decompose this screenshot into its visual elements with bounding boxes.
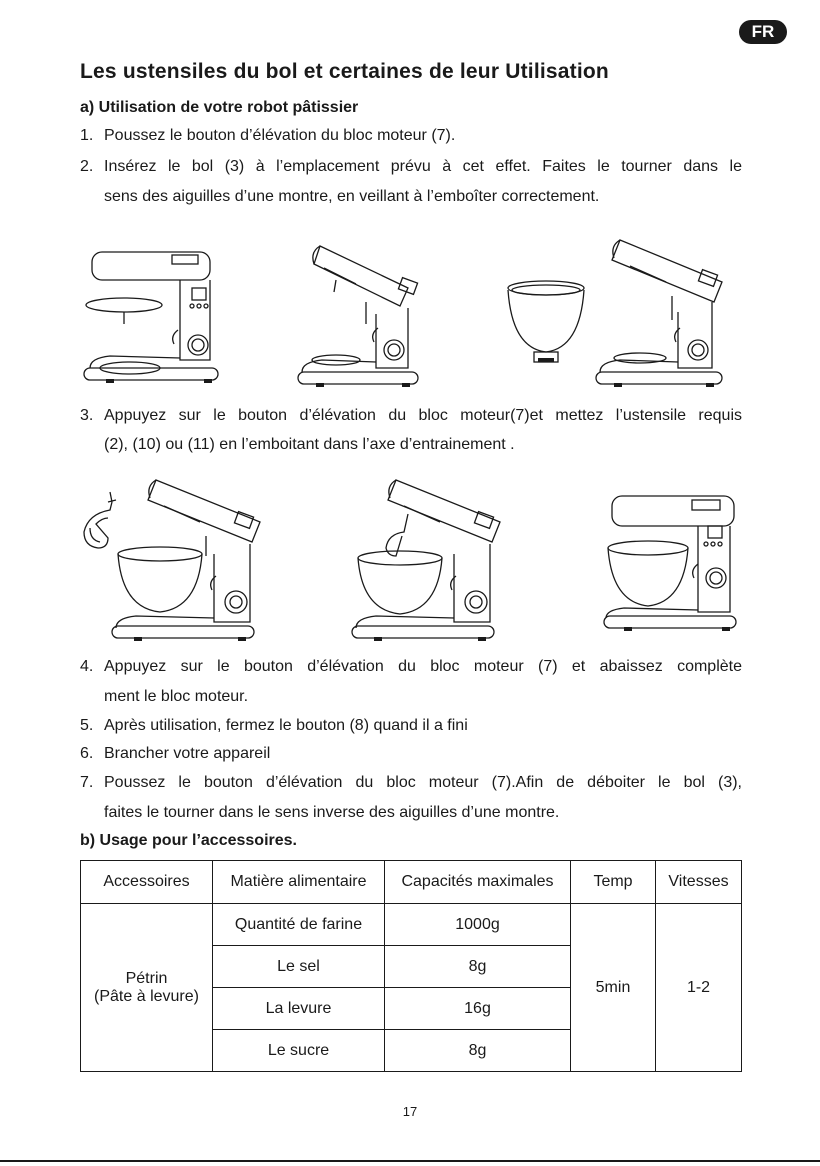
accessory-cell xyxy=(81,904,213,1072)
step-2-line-2: sens des aiguilles d’une montre, en veillant à l’emboîter correctement. xyxy=(104,188,600,205)
food-cell: Le sucre xyxy=(213,1030,385,1072)
capacity-cell: 8g xyxy=(385,1030,571,1072)
step-3-line-1: 3. Appuyez sur le bouton d’élévation du bloc moteur(7)et mettez l’ustensile requis xyxy=(80,407,742,424)
section-a-title: a) Utilisation de votre robot pâtissier xyxy=(80,99,359,116)
table-row xyxy=(81,904,742,946)
figure-row-2 xyxy=(80,470,742,648)
temp-cell: 5min xyxy=(571,904,656,1072)
food-cell: Le sel xyxy=(213,946,385,988)
header-accessoires: Accessoires xyxy=(81,861,213,904)
accessory-usage-table xyxy=(80,860,742,1072)
step-7-line-2: faites le tourner dans le sens inverse des aiguilles d’une montre. xyxy=(104,804,560,821)
accessory-detail: (Pâte à levure) xyxy=(94,987,199,1005)
step-5: 5. Après utilisation, fermez le bouton (8) quand il a fini xyxy=(80,717,468,734)
step-4-line-1: 4. Appuyez sur le bouton d’élévation du bloc moteur (7) et abaissez complète xyxy=(80,658,742,675)
bowl-icon xyxy=(504,278,588,366)
mixer-head-down-icon xyxy=(80,240,230,390)
step-7-line-1: 7. Poussez le bouton d’élévation du bloc moteur (7).Afin de déboiter le bol (3), xyxy=(80,774,742,791)
footer-rule xyxy=(0,1160,820,1162)
food-cell: La levure xyxy=(213,988,385,1030)
mixer-head-up-icon xyxy=(296,232,436,392)
mixer-head-up-bowl-icon xyxy=(110,470,280,648)
header-matiere: Matière alimentaire xyxy=(213,861,385,904)
mixer-head-down-bowl-icon xyxy=(602,486,742,636)
accessory-name: Pétrin xyxy=(125,969,168,987)
header-vitesses: Vitesses xyxy=(656,861,742,904)
page-number: 17 xyxy=(402,1104,418,1119)
food-cell: Quantité de farine xyxy=(213,904,385,946)
section-b-title: b) Usage pour l’accessoires. xyxy=(80,832,297,849)
step-6: 6. Brancher votre appareil xyxy=(80,745,271,762)
step-4-line-2: ment le bloc moteur. xyxy=(104,688,249,705)
step-1: 1. Poussez le bouton d’élévation du bloc moteur (7). xyxy=(80,127,456,144)
capacity-cell: 16g xyxy=(385,988,571,1030)
header-temp: Temp xyxy=(571,861,656,904)
step-2-line-1: 2. Insérez le bol (3) à l’emplacement prévu à cet effet. Faites le tourner dans le xyxy=(80,158,742,175)
header-capacites: Capacités maximales xyxy=(385,861,571,904)
capacity-cell: 1000g xyxy=(385,904,571,946)
table-header-row xyxy=(81,861,742,904)
capacity-cell: 8g xyxy=(385,946,571,988)
step-3-line-2: (2), (10) ou (11) en l’emboitant dans l’axe d’entrainement . xyxy=(104,436,515,453)
figure-row-1 xyxy=(80,232,742,392)
mixer-hook-inserted-icon xyxy=(350,470,520,648)
speed-cell: 1-2 xyxy=(656,904,742,1072)
mixer-head-up-bowl-icon xyxy=(590,232,740,392)
language-badge: FR xyxy=(739,20,787,44)
page-title: Les ustensiles du bol et certaines de leur Utilisation xyxy=(80,60,609,83)
